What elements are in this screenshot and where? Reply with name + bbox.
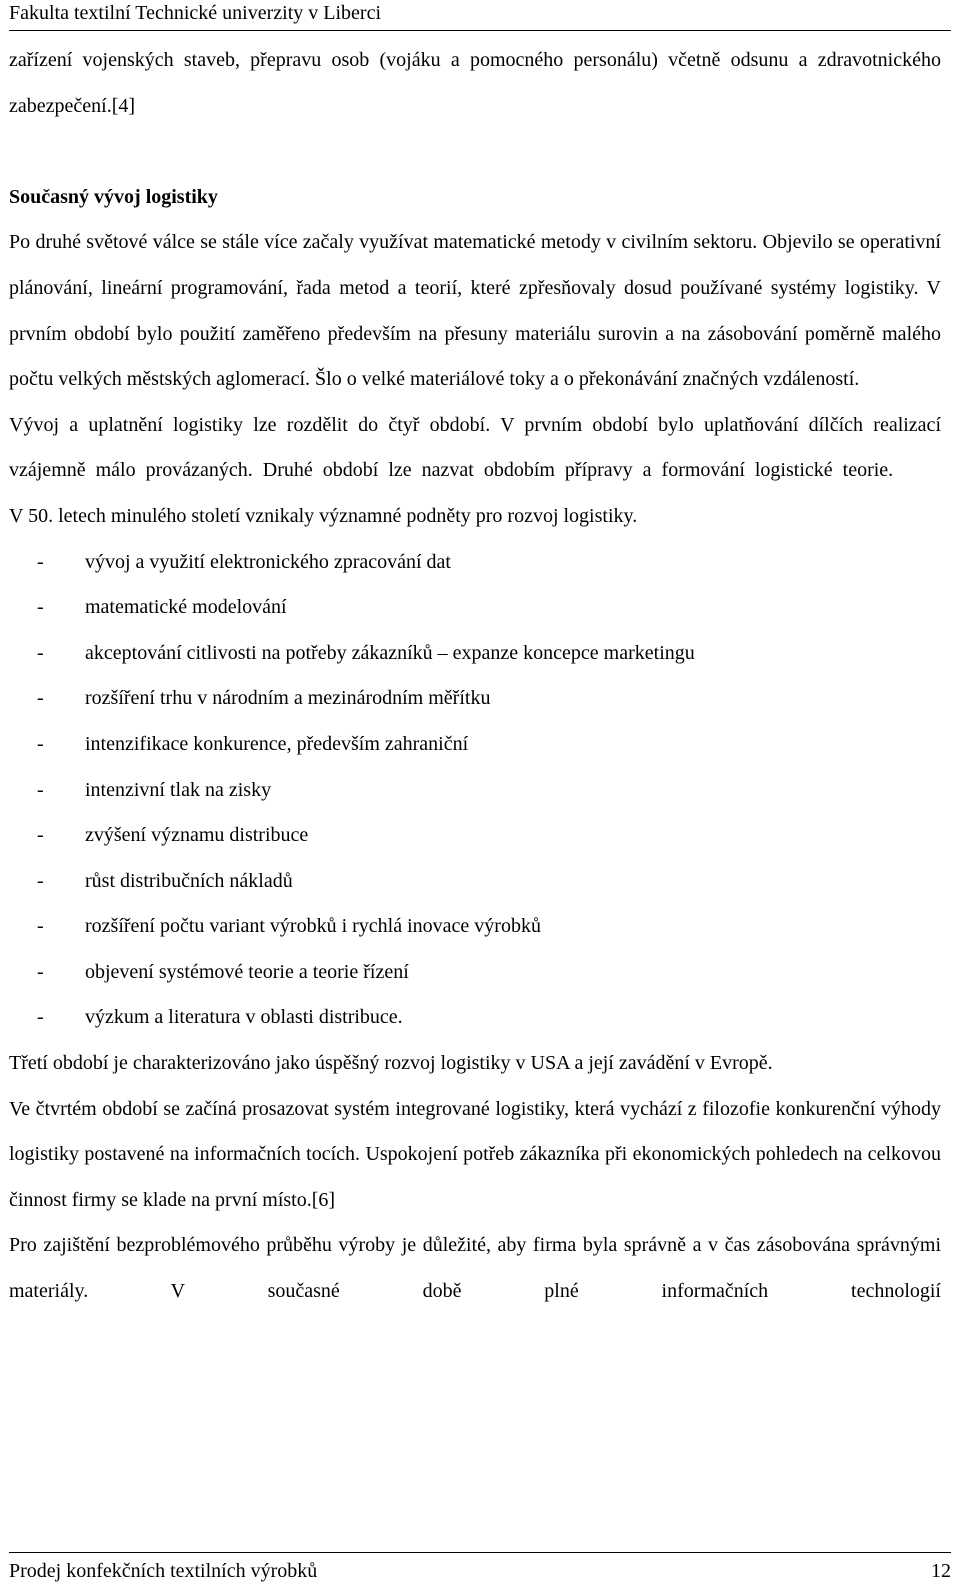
paragraph-current-development: Po druhé světové válce se stále více začaly využívat matematické metody v civilním sektoru. Objevilo se operativní plánování, lineární programování, řada metod a teorií, které zpřesňovaly dosud používané systémy logistiky. V prvním období bylo použití zaměřeno především na přesuny materiálu surovin a na zásobování poměrně malého počtu velkých městských aglomerací. Šlo o velké materiálové toky a o překonávání značných vzdáleností. [9,231,941,391]
paragraph-intro: zařízení vojenských staveb, přepravu osob (vojáku a pomocného personálu) včetně odsunu a zdravotnického zabezpečení.[4] [9,49,941,117]
list-item [9,676,941,722]
impulses-list [9,540,941,1042]
list-item-text: akceptování citlivosti na potřeby zákazníků – expanze koncepce marketingu [85,641,695,664]
page-footer [9,1552,951,1586]
list-item-text: intenzifikace konkurence, především zahraniční [85,732,469,755]
page-header: Fakulta textilní Technické univerzity v Liberci [9,0,951,31]
page-number: 12 [931,1560,951,1582]
list-dash: - [37,641,44,664]
paragraph-four-periods: Vývoj a uplatnění logistiky lze rozdělit do čtyř období. V prvním období bylo uplatňování dílčích realizací vzájemně málo provázaných. Druhé období lze nazvat obdobím přípravy a formování logistické teorie. [9,413,941,482]
list-dash: - [37,687,44,710]
list-item-text: růst distribučních nákladů [85,869,293,892]
list-item-text: intenzivní tlak na zisky [85,778,272,801]
list-item-text: matematické modelování [85,596,287,619]
blank-line [9,129,941,175]
list-item [9,904,941,950]
list-item-text: rozšíření trhu v národním a mezinárodním měřítku [85,687,491,710]
list-item [9,631,941,677]
paragraph-fifties: V 50. letech minulého století vznikaly významné podněty pro rozvoj logistiky. [9,504,638,527]
list-dash: - [37,1006,44,1029]
list-item-text: zvýšení významu distribuce [85,824,309,847]
list-item [9,995,941,1041]
list-dash: - [37,596,44,619]
paragraph-third-period: Třetí období je charakterizováno jako úspěšný rozvoj logistiky v USA a její zavádění v Evropě. [9,1052,773,1075]
list-item [9,950,941,996]
list-item-text: výzkum a literatura v oblasti distribuce. [85,1006,403,1029]
document-body [9,38,941,1315]
list-item [9,722,941,768]
list-dash: - [37,960,44,983]
list-dash: - [37,915,44,938]
list-dash: - [37,732,44,755]
list-item [9,540,941,586]
list-dash: - [37,778,44,801]
footer-title: Prodej konfekčních textilních výrobků [9,1560,318,1582]
list-item-text: rozšíření počtu variant výrobků i rychlá inovace výrobků [85,915,541,938]
list-item-text: vývoj a využití elektronického zpracování dat [85,550,451,573]
list-item [9,859,941,905]
list-item [9,585,941,631]
list-item-text: objevení systémové teorie a teorie řízení [85,960,409,983]
list-item [9,768,941,814]
list-dash: - [37,550,44,573]
list-dash: - [37,869,44,892]
section-heading: Současný vývoj logistiky [9,185,218,208]
list-dash: - [37,824,44,847]
list-item [9,813,941,859]
paragraph-production: Pro zajištění bezproblémového průběhu výroby je důležité, aby firma byla správně a v čas zásobována správnými materiály. V současné době plné informačních technologií [9,1234,941,1303]
paragraph-fourth-period: Ve čtvrtém období se začíná prosazovat systém integrované logistiky, která vychází z filozofie konkurenční výhody logistiky postavené na informačních tocích. Uspokojení potřeb zákazníka při ekonomických pohledech na celkovou činnost firmy se klade na první místo.[6] [9,1097,941,1211]
